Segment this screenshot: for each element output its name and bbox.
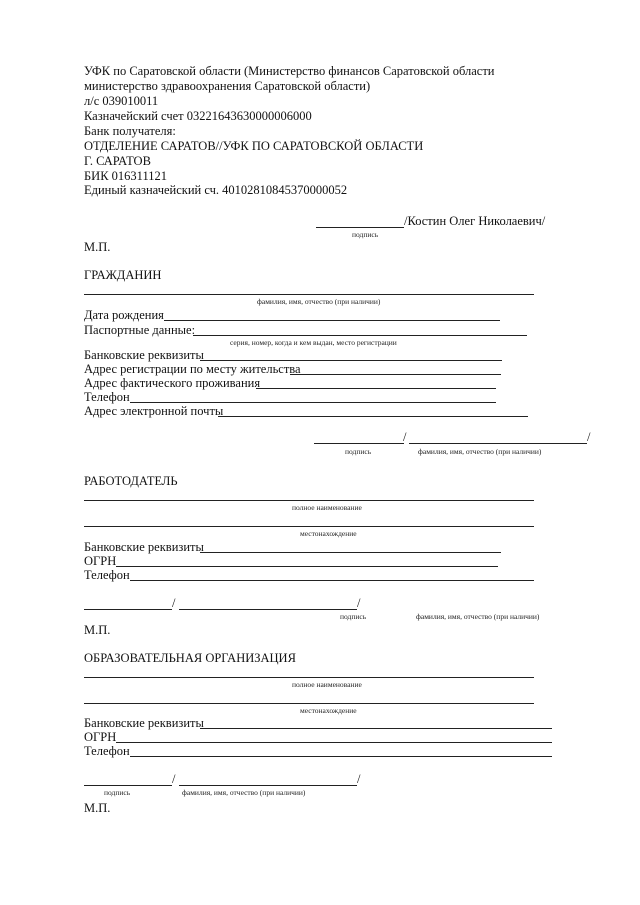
edu-sign-caption: подпись [104,788,131,797]
citizen-sign-slash-1: / [403,430,407,444]
employer-location-line [84,526,534,527]
citizen-fact-addr-label: Адрес фактического проживания [84,376,261,390]
employer-phone-line [130,580,534,581]
citizen-phone-line [130,402,496,403]
edu-title: ОБРАЗОВАТЕЛЬНАЯ ОРГАНИЗАЦИЯ [84,651,296,665]
signer-name: /Костин Олег Николаевич/ [404,214,546,228]
edu-phone-label: Телефон [84,744,130,758]
edu-location-caption: местонахождение [300,706,357,715]
citizen-birth-line [164,320,500,321]
edu-location-line [84,703,534,704]
employer-bank-label: Банковские реквизиты [84,540,204,554]
edu-bank-label: Банковские реквизиты [84,716,204,730]
employer-phone-label: Телефон [84,568,130,582]
citizen-birth-label: Дата рождения [84,308,164,322]
header-line-6: ОТДЕЛЕНИЕ САРАТОВ//УФК ПО САРАТОВСКОЙ ОБЛАСТИ [84,139,424,153]
citizen-sign-slash-2: / [587,430,591,444]
employer-bank-line [200,552,501,553]
employer-ogrn-label: ОГРН [84,554,117,568]
employer-name-line [84,500,534,501]
employer-fio-sign-line [179,609,357,610]
signer-signature-line [316,227,404,228]
citizen-title: ГРАЖДАНИН [84,268,162,282]
edu-ogrn-line [116,742,552,743]
signer-caption: подпись [352,230,379,239]
citizen-fio-sign-line [409,443,587,444]
header-line-1: УФК по Саратовской области (Министерство финансов Саратовской области [84,64,495,78]
citizen-bank-line [200,360,502,361]
employer-name-caption: полное наименование [292,503,362,512]
edu-fio-caption: фамилия, имя, отчество (при наличии) [182,788,306,797]
citizen-reg-addr-line [290,374,501,375]
employer-title: РАБОТОДАТЕЛЬ [84,474,178,488]
header-line-7: Г. САРАТОВ [84,154,151,168]
employer-sign-line [84,609,172,610]
citizen-email-label: Адрес электронной почты [84,404,224,418]
edu-sign-line [84,785,172,786]
citizen-fio-line [84,294,534,295]
edu-ogrn-label: ОГРН [84,730,117,744]
signer-mp: М.П. [84,240,111,254]
citizen-phone-label: Телефон [84,390,130,404]
edu-bank-line [200,728,552,729]
citizen-fact-addr-line [256,388,496,389]
edu-name-caption: полное наименование [292,680,362,689]
edu-name-line [84,677,534,678]
employer-sign-slash-1: / [172,596,176,610]
citizen-fio-caption: фамилия, имя, отчество (при наличии) [257,297,381,306]
citizen-passport-line [193,335,527,336]
citizen-sign-caption: подпись [345,447,372,456]
header-line-5: Банк получателя: [84,124,176,138]
employer-location-caption: местонахождение [300,529,357,538]
citizen-passport-label: Паспортные данные: [84,323,196,337]
employer-ogrn-line [116,566,498,567]
citizen-email-line [218,416,528,417]
citizen-passport-caption: серия, номер, когда и кем выдан, место регистрации [230,338,397,347]
header-line-3: л/с 039010011 [84,94,159,108]
citizen-sign-line [314,443,404,444]
employer-sign-slash-2: / [357,596,361,610]
header-line-9: Единый казначейский сч. 40102810845370000052 [84,183,348,197]
employer-fio-caption: фамилия, имя, отчество (при наличии) [416,612,540,621]
employer-mp: М.П. [84,623,111,637]
edu-sign-slash-1: / [172,772,176,786]
citizen-bank-label: Банковские реквизиты [84,348,204,362]
header-line-2: министерство здравоохранения Саратовской области) [84,79,371,93]
edu-mp: М.П. [84,801,111,815]
employer-sign-caption: подпись [340,612,367,621]
edu-fio-sign-line [179,785,357,786]
edu-sign-slash-2: / [357,772,361,786]
edu-phone-line [130,756,552,757]
header-line-4: Казначейский счет 03221643630000006000 [84,109,312,123]
citizen-reg-addr-label: Адрес регистрации по месту жительства [84,362,301,376]
header-line-8: БИК 016311121 [84,169,167,183]
citizen-fio-caption-2: фамилия, имя, отчество (при наличии) [418,447,542,456]
